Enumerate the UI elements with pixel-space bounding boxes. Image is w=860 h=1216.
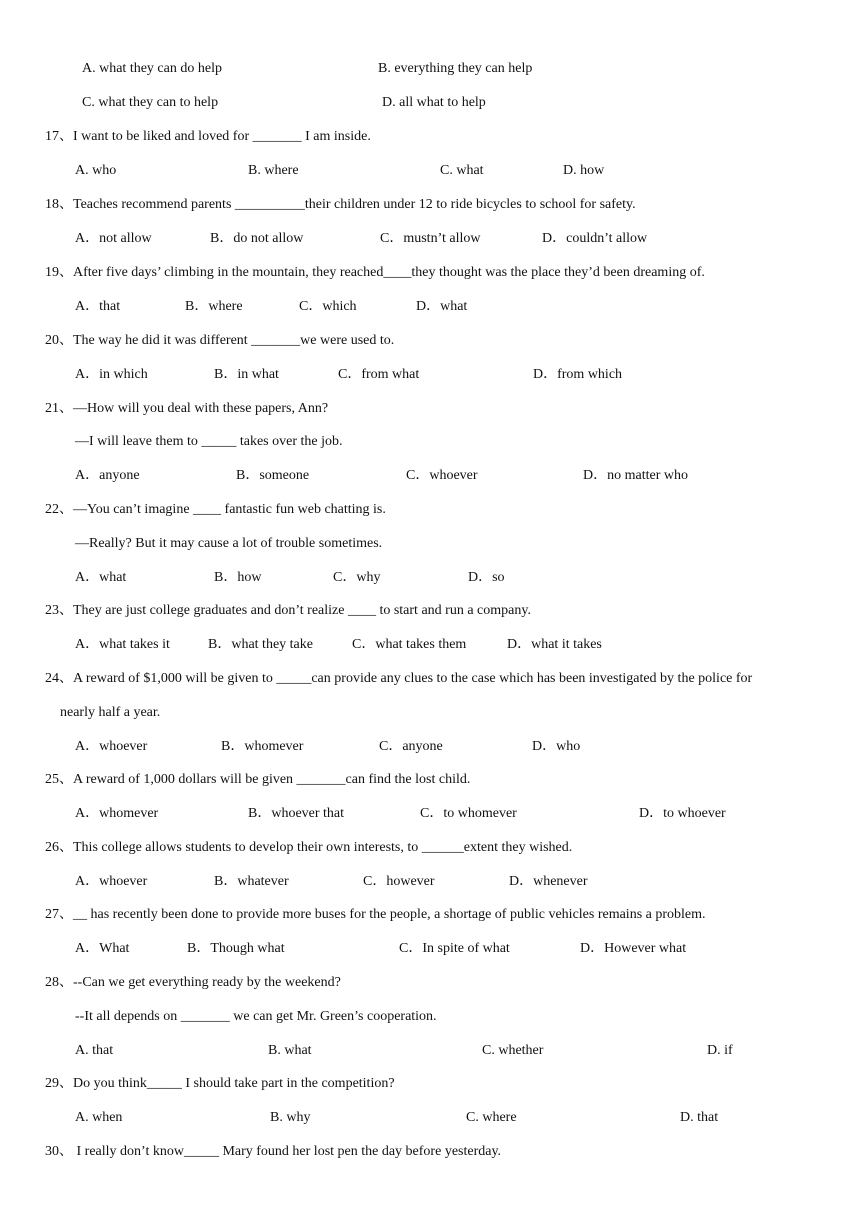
question-text: 22、—You can’t imagine ____ fantastic fun web chatting is. (45, 502, 386, 517)
option-c: C．mustn’t allow (380, 231, 481, 246)
option-b: B．whoever that (248, 806, 345, 821)
question-text: 27、__ has recently been done to provide more buses for the people, a shortage of public vehicles remains a problem. (45, 907, 706, 922)
option-b: B. where (248, 163, 299, 178)
question-text: —Really? But it may cause a lot of trouble sometimes. (75, 536, 383, 551)
option-b: B．someone (236, 468, 310, 483)
option-a: A. what they can do help (82, 61, 222, 76)
question-text: 17、I want to be liked and loved for _______ I am inside. (45, 129, 371, 144)
option-d: D．from which (533, 367, 623, 382)
question-text: 23、They are just college graduates and don’t realize ____ to start and run a company. (45, 603, 531, 618)
option-a: A．in which (75, 367, 148, 382)
option-a: A．what (75, 570, 127, 585)
question-text: —I will leave them to _____ takes over the job. (75, 434, 343, 449)
option-d: D．couldn’t allow (542, 231, 648, 246)
option-c: C．which (299, 299, 357, 314)
option-a: A．whomever (75, 806, 159, 821)
option-a: A. who (75, 163, 117, 178)
option-b: B．in what (214, 367, 279, 382)
option-c: C. what (440, 163, 484, 178)
question-text: 21、—How will you deal with these papers, Ann? (45, 401, 329, 416)
option-b: B．whomever (221, 739, 304, 754)
option-d: D．what (416, 299, 468, 314)
option-c: C．why (333, 570, 381, 585)
option-d: D．However what (580, 941, 687, 956)
option-a: A．whoever (75, 739, 148, 754)
option-d: D．what it takes (507, 637, 602, 652)
option-b: B．do not allow (210, 231, 304, 246)
question-text: 24、A reward of $1,000 will be given to _____can provide any clues to the case which has been investigated by the police for (45, 671, 753, 686)
option-a: A．what takes it (75, 637, 170, 652)
option-b: B．how (214, 570, 262, 585)
option-c: C. whether (482, 1043, 544, 1058)
option-c: C．In spite of what (399, 941, 510, 956)
question-text: --It all depends on _______ we can get Mr. Green’s cooperation. (75, 1009, 437, 1024)
option-d: D．no matter who (583, 468, 688, 483)
option-d: D. all what to help (382, 95, 486, 110)
option-d: D．so (468, 570, 505, 585)
option-d: D．to whoever (639, 806, 726, 821)
option-c: C．anyone (379, 739, 443, 754)
question-text: 20、The way he did it was different _______we were used to. (45, 333, 395, 348)
option-d: D．who (532, 739, 581, 754)
question-text: 28、--Can we get everything ready by the weekend? (45, 975, 341, 990)
question-text: 18、Teaches recommend parents __________their children under 12 to ride bicycles to school for safety. (45, 197, 636, 212)
option-a: A．What (75, 941, 130, 956)
option-b: B．where (185, 299, 243, 314)
option-c: C．however (363, 874, 435, 889)
option-c: C．from what (338, 367, 420, 382)
question-text: nearly half a year. (60, 705, 161, 720)
option-c: C．whoever (406, 468, 478, 483)
option-c: C．what takes them (352, 637, 467, 652)
option-a: A. when (75, 1110, 123, 1125)
option-c: C．to whomever (420, 806, 517, 821)
option-d: D．whenever (509, 874, 588, 889)
option-b: B. what (268, 1043, 312, 1058)
option-a: A．whoever (75, 874, 148, 889)
option-b: B．Though what (187, 941, 285, 956)
option-c: C. where (466, 1110, 517, 1125)
question-text: 19、After five days’ climbing in the mountain, they reached____they thought was the place they’d been dreaming of. (45, 265, 705, 280)
option-d: D. that (680, 1110, 719, 1125)
option-b: B．what they take (208, 637, 313, 652)
question-text: 26、This college allows students to develop their own interests, to ______extent they wished. (45, 840, 573, 855)
question-text: 29、Do you think_____ I should take part in the competition? (45, 1076, 395, 1091)
question-text: 30、 I really don’t know_____ Mary found her lost pen the day before yesterday. (45, 1144, 502, 1159)
option-a: A．anyone (75, 468, 140, 483)
option-d: D. if (707, 1043, 733, 1058)
option-b: B. everything they can help (378, 61, 533, 76)
question-text: 25、A reward of 1,000 dollars will be given _______can find the lost child. (45, 772, 471, 787)
option-a: A. that (75, 1043, 114, 1058)
option-b: B. why (270, 1110, 311, 1125)
option-a: A．that (75, 299, 121, 314)
option-b: B．whatever (214, 874, 289, 889)
option-a: A．not allow (75, 231, 152, 246)
option-d: D. how (563, 163, 605, 178)
option-c: C. what they can to help (82, 95, 219, 110)
